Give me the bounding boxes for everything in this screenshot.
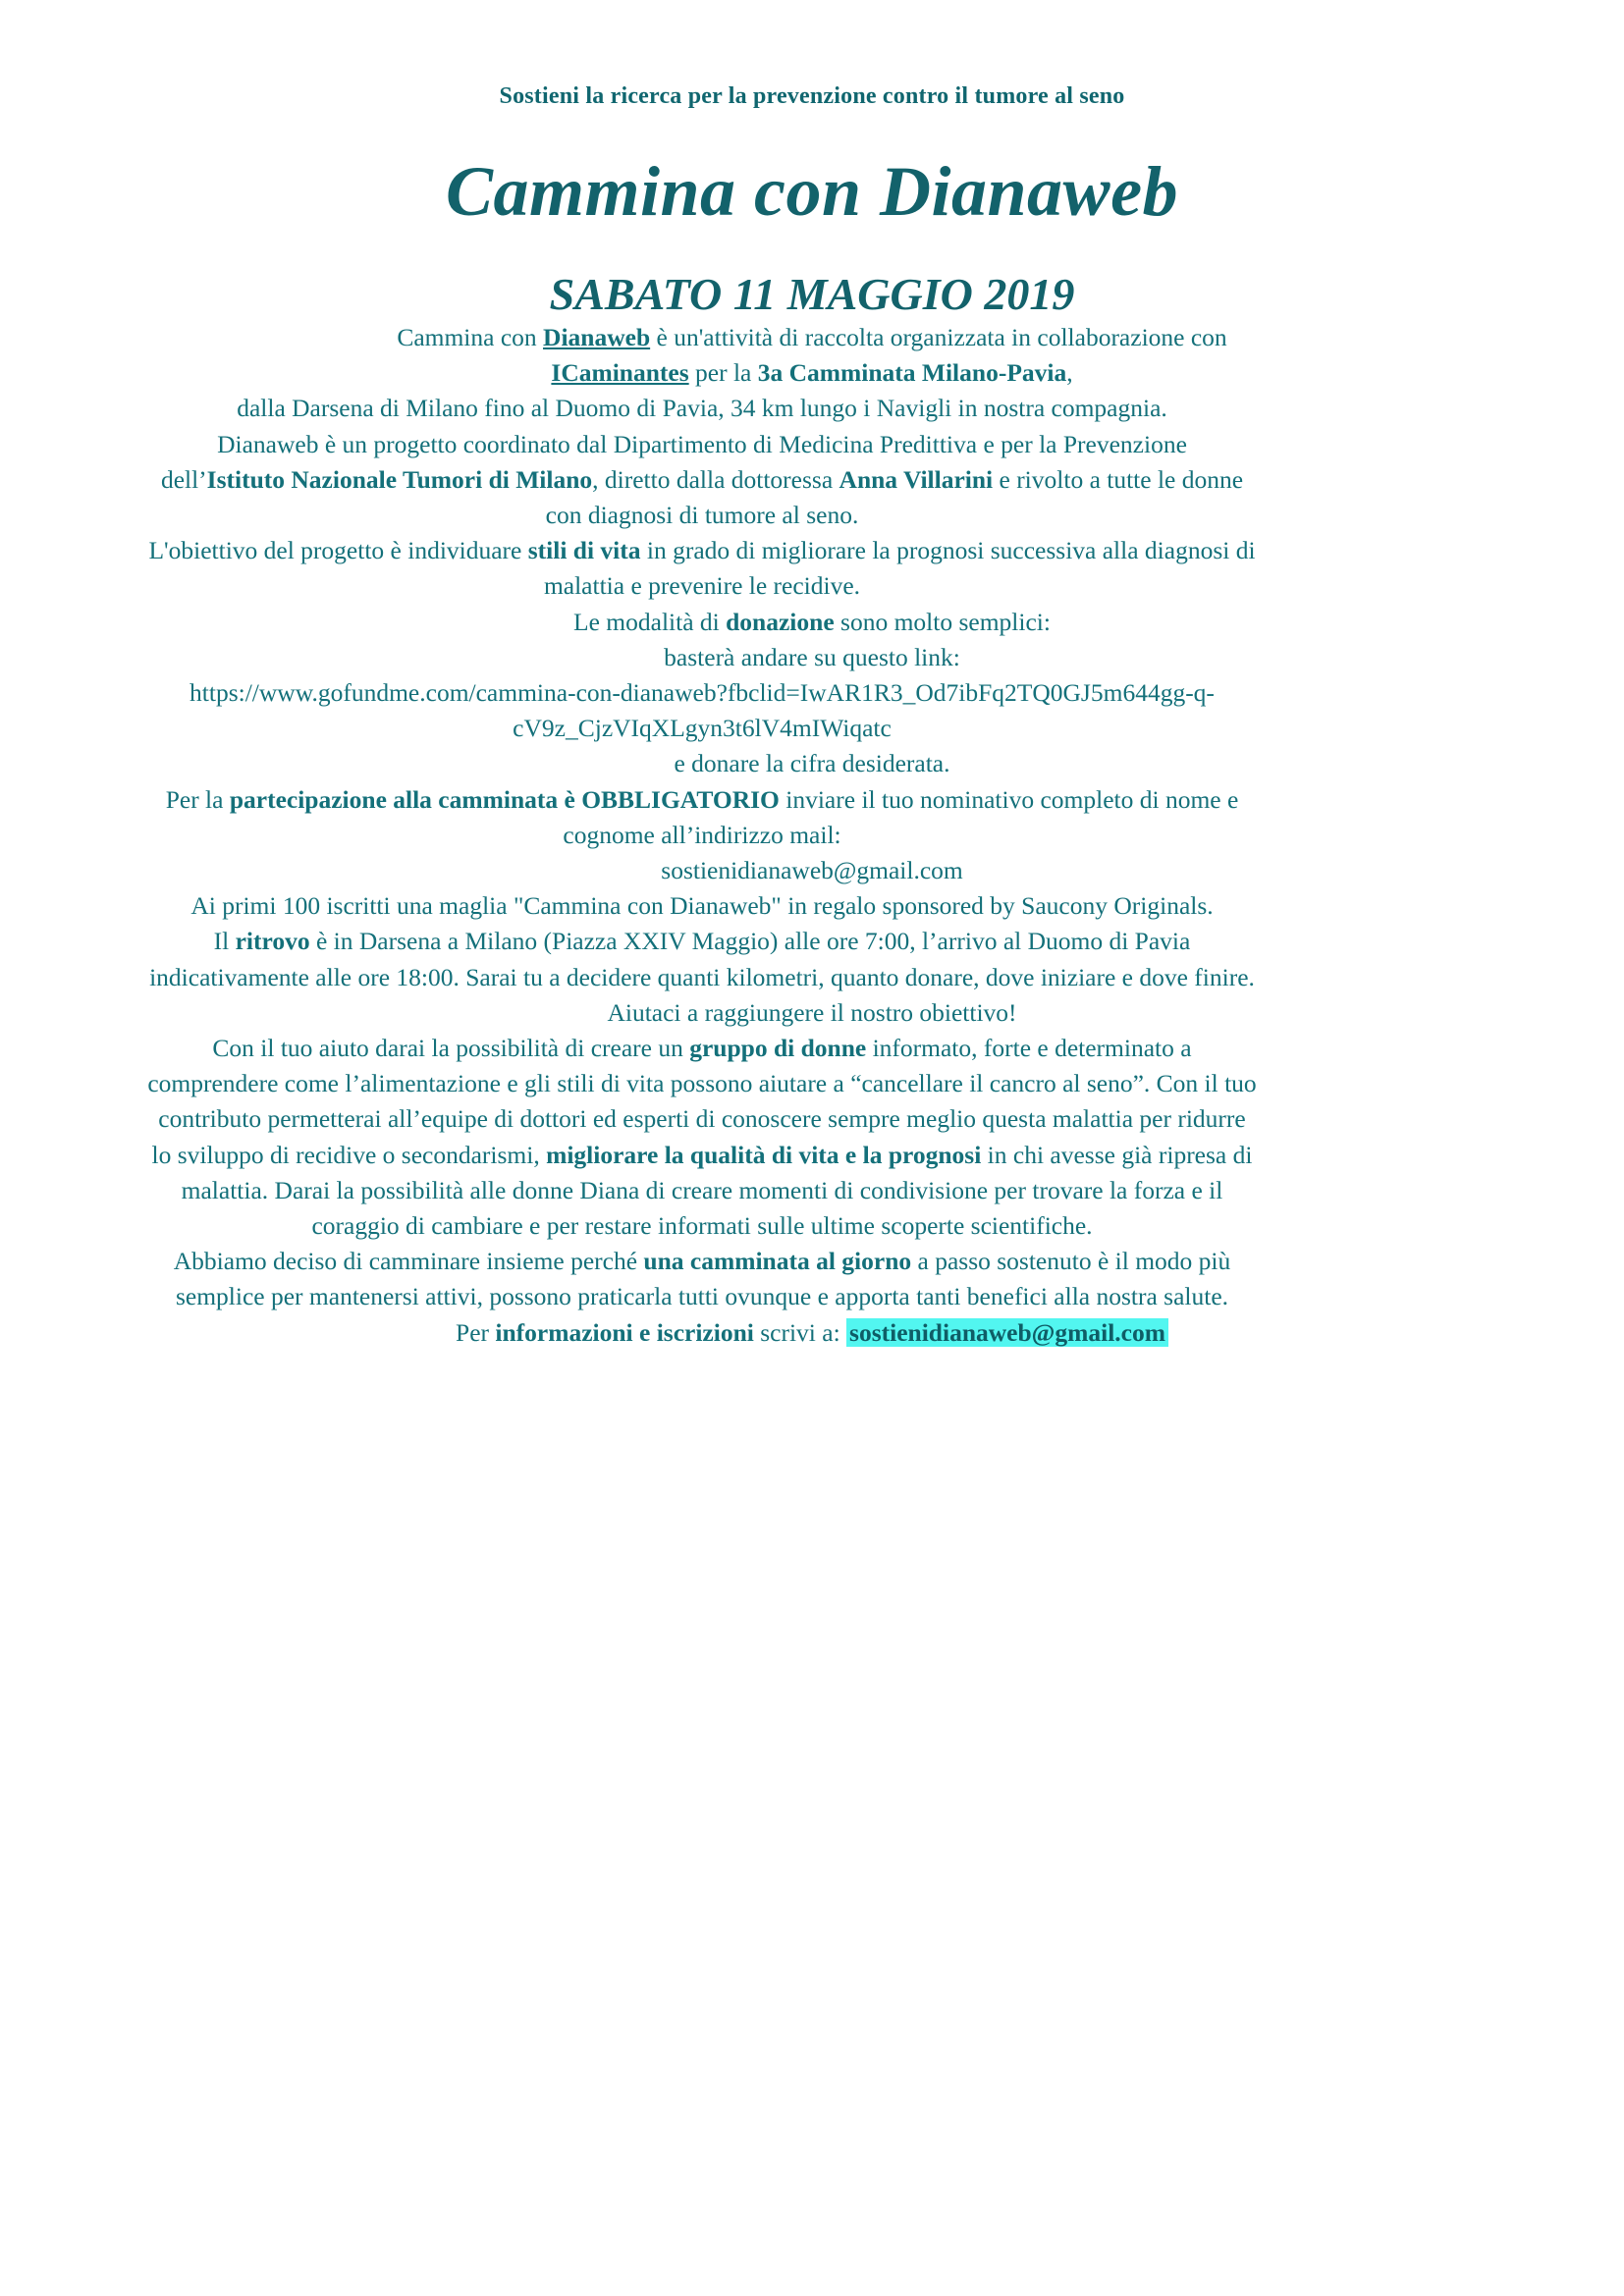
institute-name: Istituto Nazionale Tumori di Milano <box>206 464 593 494</box>
donation-bold: donazione <box>726 607 835 636</box>
meeting-post: è in Darsena a Milano (Piazza XXIV Maggio) alle ore 7:00, l’arrivo al Duomo di Pavia indicativamente alle ore 18:00. Sarai tu a decidere quanti kilometri, quanto donare, dove iniziare e dove finire. <box>149 927 1255 991</box>
registration-bold: partecipazione alla camminata è OBBLIGATORIO <box>229 784 780 814</box>
project-paragraph-line-2 <box>147 462 1257 498</box>
gift-note: Ai primi 100 iscritti una maglia "Cammina con Dianaweb" in regalo sponsored by Saucony Originals. <box>190 891 1214 921</box>
intro-line-2-end: , <box>1066 358 1073 388</box>
page-title: Cammina con Dianaweb <box>445 152 1179 231</box>
closing-paragraph-2 <box>147 1244 1257 1314</box>
closing-bold-walk: una camminata al giorno <box>643 1247 912 1276</box>
registration-email[interactable]: sostienidianaweb@gmail.com <box>661 856 963 885</box>
contact-mid: scrivi a: <box>753 1317 847 1347</box>
project-paragraph-line-1: Dianaweb è un progetto coordinato dal Dipartimento di Medicina Predittiva e per la Prevenzione <box>217 429 1187 458</box>
project-objective-paragraph <box>147 533 1257 604</box>
objective-bold: stili di vita <box>527 536 641 565</box>
project-line-2-mid: , diretto dalla dottoressa <box>592 464 839 494</box>
project-paragraph-line-3: con diagnosi di tumore al seno. <box>545 501 859 530</box>
project-line-2-post: e rivolto a tutte le donne <box>993 464 1244 494</box>
meeting-bold: ritrovo <box>235 927 310 956</box>
doctor-name: Anna Villarini <box>839 464 994 494</box>
closing-1-mid: informato, forte e determinato a comprendere come l’alimentazione e gli stili di vita possono aiutare a “cancellare il cancro al seno”. Con il tuo contributo permetterai all’equipe di dottori ed esperti di conoscere sempre meglio questa malattia per ridurre lo sviluppo di recidive o secondarismi, <box>147 1034 1257 1169</box>
intro-line-2-mid: per la <box>688 358 758 388</box>
partner-name-icaminantes: ICaminantes <box>551 358 689 388</box>
registration-requirement <box>147 782 1257 853</box>
contact-bold: informazioni e iscrizioni <box>495 1317 754 1347</box>
event-date-subtitle: SABATO 11 MAGGIO 2019 <box>549 269 1075 319</box>
intro-line-1-pre: Cammina con <box>397 323 544 351</box>
closing-bold-quality: migliorare la qualità di vita e la prognosi <box>546 1140 982 1169</box>
intro-line-1 <box>147 320 1477 355</box>
closing-1-post: in chi avesse già ripresa di malattia. Darai la possibilità alle donne Diana di creare momenti di condivisione per trovare la forza e il coraggio di cambiare e per restare informati sulle ultime scoperte scientifiche. <box>181 1140 1253 1241</box>
event-name: 3a Camminata Milano-Pavia <box>757 358 1067 388</box>
meeting-details <box>147 924 1257 994</box>
intro-line-2 <box>147 355 1477 391</box>
objective-post: in grado di migliorare la prognosi successiva alla diagnosi di malattia e prevenire le recidive. <box>543 536 1256 601</box>
contact-line <box>147 1315 1477 1351</box>
donation-link-intro: basterà andare su questo link: <box>664 642 960 671</box>
intro-line-3: dalla Darsena di Milano fino al Duomo di Pavia, 34 km lungo i Navigli in nostra compagnia. <box>237 394 1167 423</box>
meeting-pre: Il <box>213 927 236 956</box>
closing-bold-group: gruppo di donne <box>689 1034 867 1063</box>
project-line-2-pre: dell’ <box>160 464 207 494</box>
closing-2-post: a passo sostenuto è il modo più semplice per mantenersi attivi, possono praticarla tutti ovunque e apporta tanti benefici alla nostra salute. <box>175 1247 1231 1311</box>
donation-modes-pre: Le modalità di <box>573 607 727 636</box>
registration-post: inviare il tuo nominativo completo di nome e cognome all’indirizzo mail: <box>563 784 1239 849</box>
closing-paragraph-1 <box>147 1031 1257 1244</box>
closing-1-pre: Con il tuo aiuto darai la possibilità di creare un <box>212 1034 690 1063</box>
contact-email-highlighted[interactable]: sostienidianaweb@gmail.com <box>846 1318 1168 1347</box>
donation-modes-post: sono molto semplici: <box>834 607 1051 636</box>
contact-pre: Per <box>456 1317 496 1347</box>
donation-link-url[interactable]: https://www.gofundme.com/cammina-con-dianaweb?fbclid=IwAR1R3_Od7ibFq2TQ0GJ5m644gg-q-cV9z_CjzVIqXLgyn3t6lV4mIWiqatc <box>189 678 1215 743</box>
registration-pre: Per la <box>165 784 230 814</box>
call-to-action: Aiutaci a raggiungere il nostro obiettivo! <box>607 997 1017 1027</box>
objective-pre: L'obiettivo del progetto è individuare <box>148 536 528 565</box>
closing-2-pre: Abbiamo deciso di camminare insieme perché <box>173 1247 644 1276</box>
brand-name-dianaweb: Dianaweb <box>543 323 651 351</box>
donation-modes <box>147 605 1477 640</box>
kicker-text: Sostieni la ricerca per la prevenzione contro il tumore al seno <box>499 83 1125 109</box>
intro-line-1-post: è un'attività di raccolta organizzata in collaborazione con <box>650 323 1227 351</box>
donation-link-after: e donare la cifra desiderata. <box>674 749 950 778</box>
